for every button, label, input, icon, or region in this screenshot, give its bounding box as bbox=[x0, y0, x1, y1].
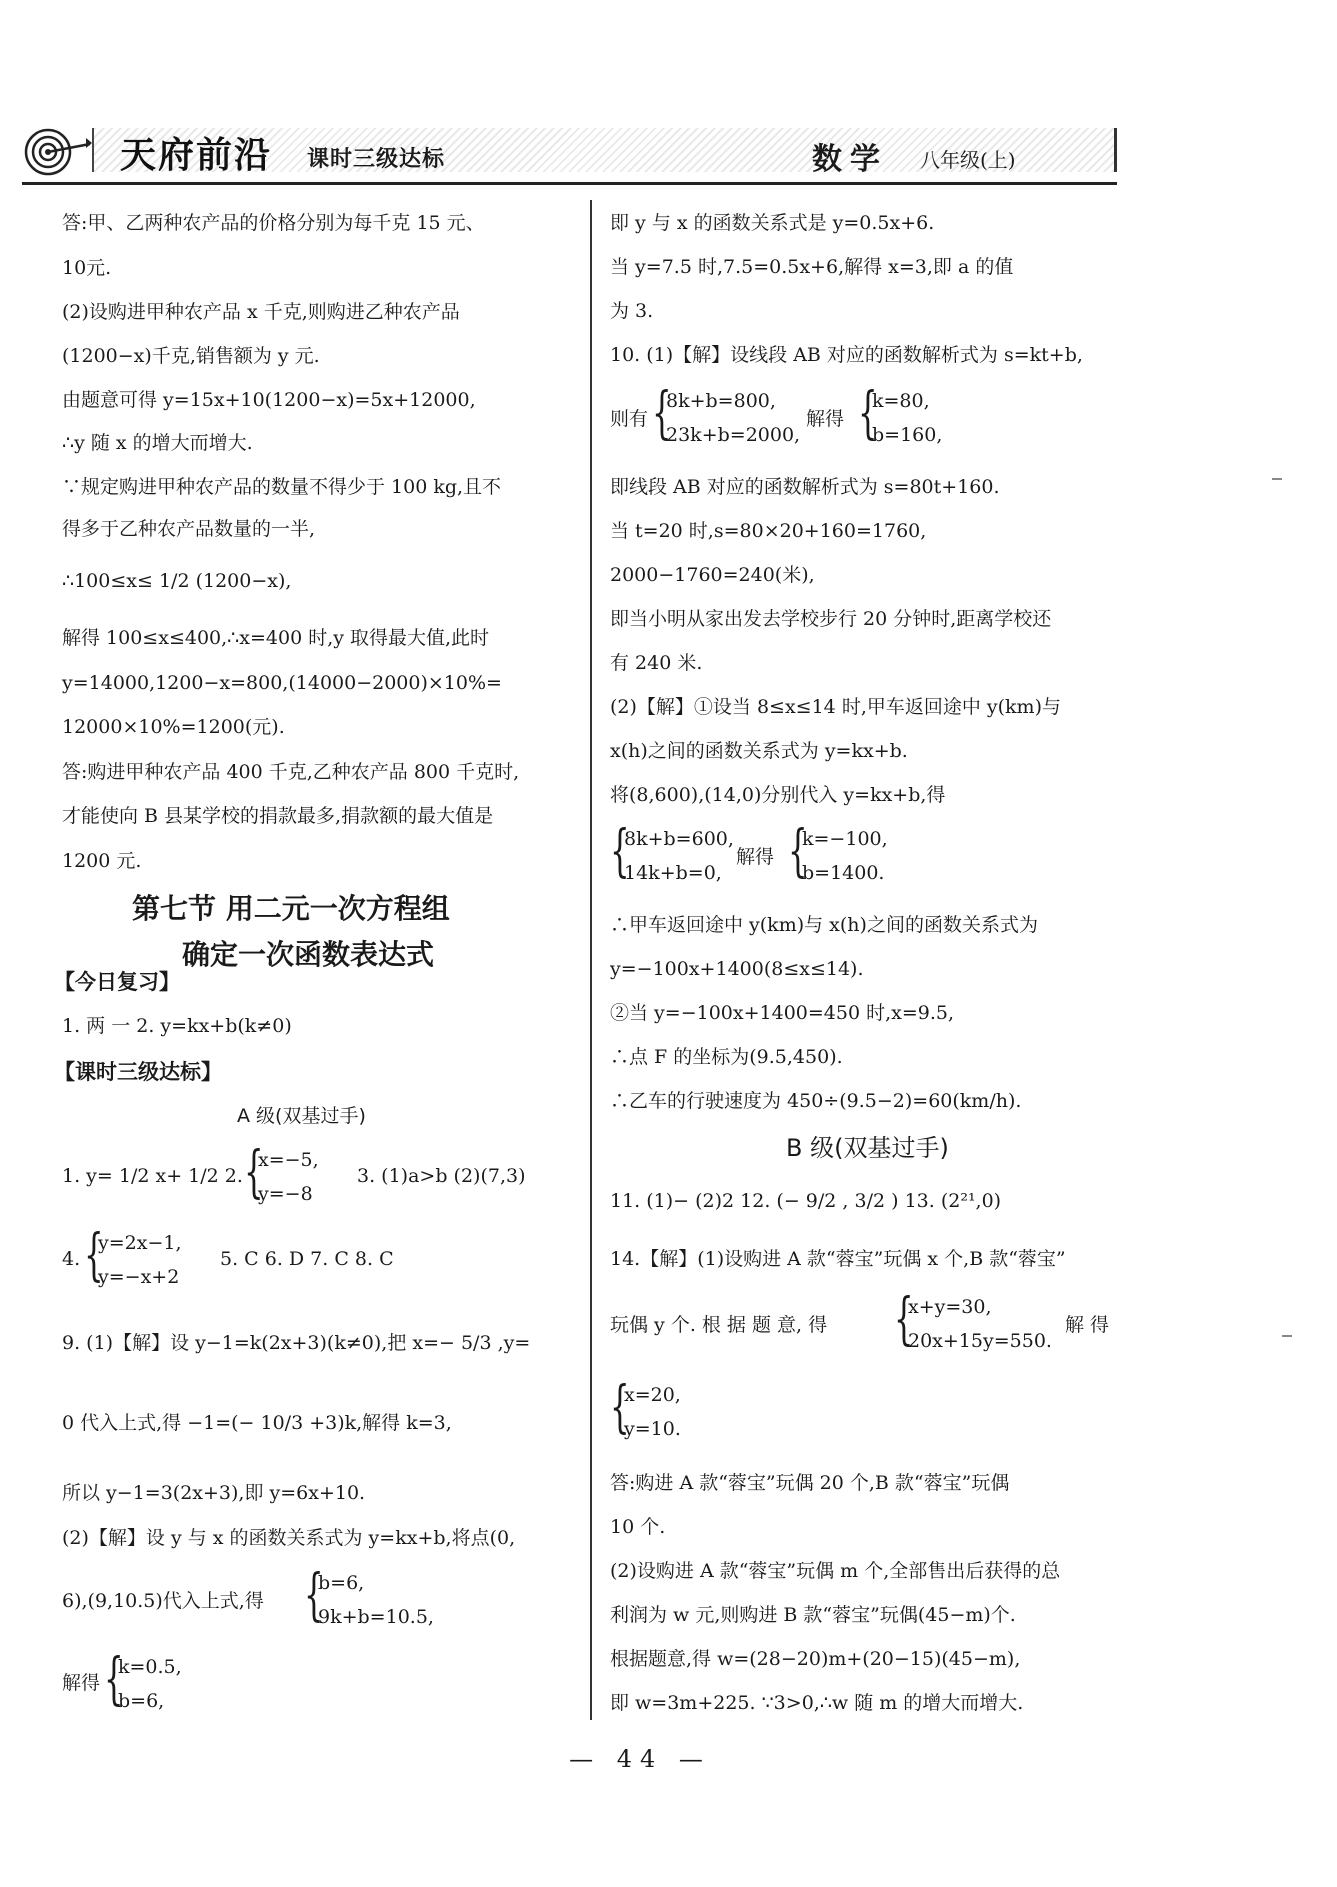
text-line: 10元. bbox=[62, 257, 112, 279]
answer-a4-label: 4. bbox=[62, 1248, 81, 1270]
brace: { bbox=[858, 381, 878, 446]
text-line: x(h)之间的函数关系式为 y=kx+b. bbox=[610, 740, 908, 762]
system-row: y=−8 bbox=[258, 1183, 313, 1205]
page-number: — 44 — bbox=[569, 1745, 711, 1773]
text-line: 解得 bbox=[806, 408, 845, 430]
scan-mark bbox=[1272, 478, 1282, 480]
text-line: ∴点 F 的坐标为(9.5,450). bbox=[610, 1046, 843, 1068]
system-row: 20x+15y=550. bbox=[908, 1330, 1052, 1352]
system-row: b=6, bbox=[318, 1572, 365, 1594]
system-row: 9k+b=10.5, bbox=[318, 1606, 434, 1628]
text-line: 为 3. bbox=[610, 300, 654, 322]
text-line: 得多于乙种农产品数量的一半, bbox=[62, 518, 316, 540]
section-title: 第七节 用二元一次方程组 bbox=[132, 892, 450, 925]
system-row: x=20, bbox=[624, 1384, 681, 1406]
text-line: (2)设购进甲种农产品 x 千克,则购进乙种农产品 bbox=[62, 301, 460, 323]
text-line: 根据题意,得 w=(28−20)m+(20−15)(45−m), bbox=[610, 1648, 1021, 1670]
text-line: ∴甲车返回途中 y(km)与 x(h)之间的函数关系式为 bbox=[610, 914, 1038, 936]
brace: { bbox=[894, 1287, 914, 1352]
system-row: 23k+b=2000, bbox=[666, 424, 801, 446]
text-line: 即 w=3m+225. ∵3>0,∴w 随 m 的增大而增大. bbox=[610, 1692, 1024, 1714]
text-line: 解得 bbox=[62, 1672, 101, 1694]
text-line: 答:购进甲种农产品 400 千克,乙种农产品 800 千克时, bbox=[62, 761, 520, 783]
brace: { bbox=[84, 1223, 104, 1288]
review-answers: 1. 两 一 2. y=kx+b(k≠0) bbox=[62, 1015, 292, 1037]
text-line: (2)【解】设 y 与 x 的函数关系式为 y=kx+b,将点(0, bbox=[62, 1527, 516, 1549]
text-line: ∴乙车的行驶速度为 450÷(9.5−2)=60(km/h). bbox=[610, 1090, 1022, 1112]
system-row: y=10. bbox=[624, 1418, 681, 1440]
text-line: 即 y 与 x 的函数关系式是 y=0.5x+6. bbox=[610, 212, 935, 234]
brace: { bbox=[304, 1563, 324, 1628]
answer-a3: 3. (1)a>b (2)(7,3) bbox=[357, 1165, 526, 1187]
text-line: 11. (1)− (2)2 12. (− 9/2 , 3/2 ) 13. (2²¹,0) bbox=[610, 1190, 1002, 1212]
text-line: 即当小明从家出发去学校步行 20 分钟时,距离学校还 bbox=[610, 608, 1052, 630]
system-row: 8k+b=600, bbox=[624, 828, 734, 850]
system-row: x=−5, bbox=[258, 1149, 319, 1171]
text-line: y=14000,1200−x=800,(14000−2000)×10%= bbox=[62, 672, 502, 694]
text-line: 利润为 w 元,则购进 B 款“蓉宝”玩偶(45−m)个. bbox=[610, 1604, 1016, 1626]
system-row: y=2x−1, bbox=[98, 1232, 182, 1254]
text-line: 12000×10%=1200(元). bbox=[62, 716, 285, 738]
text-line: 解得 bbox=[736, 846, 775, 868]
text-line: 当 t=20 时,s=80×20+160=1760, bbox=[610, 520, 927, 542]
brace: { bbox=[244, 1140, 264, 1205]
system-row: 14k+b=0, bbox=[624, 862, 722, 884]
system-row: b=6, bbox=[118, 1690, 165, 1712]
brand-subtitle: 课时三级达标 bbox=[307, 146, 446, 172]
text-line: 玩偶 y 个. 根 据 题 意, 得 bbox=[610, 1314, 828, 1336]
system-row: b=1400. bbox=[802, 862, 885, 884]
text-line: 9. (1)【解】设 y−1=k(2x+3)(k≠0),把 x=− 5/3 ,y= bbox=[62, 1332, 531, 1354]
target-icon bbox=[22, 126, 92, 178]
level-a-heading: A 级(双基过手) bbox=[237, 1105, 366, 1127]
system-row: k=−100, bbox=[802, 828, 888, 850]
text-line: 10. (1)【解】设线段 AB 对应的函数解析式为 s=kt+b, bbox=[610, 344, 1083, 366]
text-line: 解得 100≤x≤400,∴x=400 时,y 取得最大值,此时 bbox=[62, 627, 490, 649]
text-line: 才能使向 B 县某学校的捐款最多,捐款额的最大值是 bbox=[62, 805, 494, 827]
text-line: ∴y 随 x 的增大而增大. bbox=[62, 432, 253, 454]
text-line: y=−100x+1400(8≤x≤14). bbox=[610, 958, 864, 980]
text-line: 所以 y−1=3(2x+3),即 y=6x+10. bbox=[62, 1482, 366, 1504]
brace: { bbox=[652, 381, 672, 446]
text-line: 由题意可得 y=15x+10(1200−x)=5x+12000, bbox=[62, 389, 476, 411]
system-row: x+y=30, bbox=[908, 1296, 992, 1318]
text-line: 有 240 米. bbox=[610, 652, 703, 674]
system-row: k=0.5, bbox=[118, 1656, 182, 1678]
text-line: ∴100≤x≤ 1/2 (1200−x), bbox=[62, 570, 292, 592]
brace: { bbox=[610, 819, 630, 884]
text-line: 6),(9,10.5)代入上式,得 bbox=[62, 1590, 264, 1612]
system-row: k=80, bbox=[872, 390, 930, 412]
system-row: 8k+b=800, bbox=[666, 390, 776, 412]
text-line: 即线段 AB 对应的函数解析式为 s=80t+160. bbox=[610, 476, 1000, 498]
text-line: (2)【解】①设当 8≤x≤14 时,甲车返回途中 y(km)与 bbox=[610, 696, 1061, 718]
text-line: ②当 y=−100x+1400=450 时,x=9.5, bbox=[610, 1002, 955, 1024]
text-line: 答:购进 A 款“蓉宝”玩偶 20 个,B 款“蓉宝”玩偶 bbox=[610, 1472, 1010, 1494]
text-line: 将(8,600),(14,0)分别代入 y=kx+b,得 bbox=[610, 784, 946, 806]
section-title-line2: 确定一次函数表达式 bbox=[182, 938, 435, 971]
text-line: 解 得 bbox=[1065, 1314, 1110, 1336]
text-line: (1200−x)千克,销售额为 y 元. bbox=[62, 345, 320, 367]
text-line: 当 y=7.5 时,7.5=0.5x+6,解得 x=3,即 a 的值 bbox=[610, 256, 1014, 278]
page-header bbox=[22, 118, 1117, 185]
subject-label: 数学 bbox=[812, 142, 888, 177]
levels-heading: 【课时三级达标】 bbox=[54, 1060, 222, 1084]
answer-a1: 1. y= 1/2 x+ 1/2 2. bbox=[62, 1165, 243, 1187]
scan-mark bbox=[1282, 1335, 1292, 1337]
brace: { bbox=[788, 819, 808, 884]
system-row: y=−x+2 bbox=[98, 1266, 180, 1288]
brace: { bbox=[610, 1375, 630, 1440]
text-line: 则有 bbox=[610, 408, 649, 430]
text-line: 1200 元. bbox=[62, 850, 142, 872]
text-line: 2000−1760=240(米), bbox=[610, 564, 815, 586]
brand-title: 天府前沿 bbox=[120, 134, 273, 176]
text-line: 10 个. bbox=[610, 1516, 666, 1538]
level-b-heading: B 级(双基过手) bbox=[786, 1134, 949, 1162]
grade-label: 八年级(上) bbox=[920, 148, 1016, 172]
text-line: 答:甲、乙两种农产品的价格分别为每千克 15 元、 bbox=[62, 212, 485, 234]
review-heading: 【今日复习】 bbox=[54, 970, 180, 994]
system-row: b=160, bbox=[872, 424, 943, 446]
text-line: ∵规定购进甲种农产品的数量不得少于 100 kg,且不 bbox=[62, 476, 502, 498]
answer-a5-a8: 5. C 6. D 7. C 8. C bbox=[220, 1248, 394, 1270]
column-divider bbox=[590, 200, 592, 1720]
text-line: 0 代入上式,得 −1=(− 10/3 +3)k,解得 k=3, bbox=[62, 1412, 452, 1434]
text-line: 14.【解】(1)设购进 A 款“蓉宝”玩偶 x 个,B 款“蓉宝” bbox=[610, 1248, 1066, 1270]
text-line: (2)设购进 A 款“蓉宝”玩偶 m 个,全部售出后获得的总 bbox=[610, 1560, 1061, 1582]
brace: { bbox=[104, 1647, 124, 1712]
